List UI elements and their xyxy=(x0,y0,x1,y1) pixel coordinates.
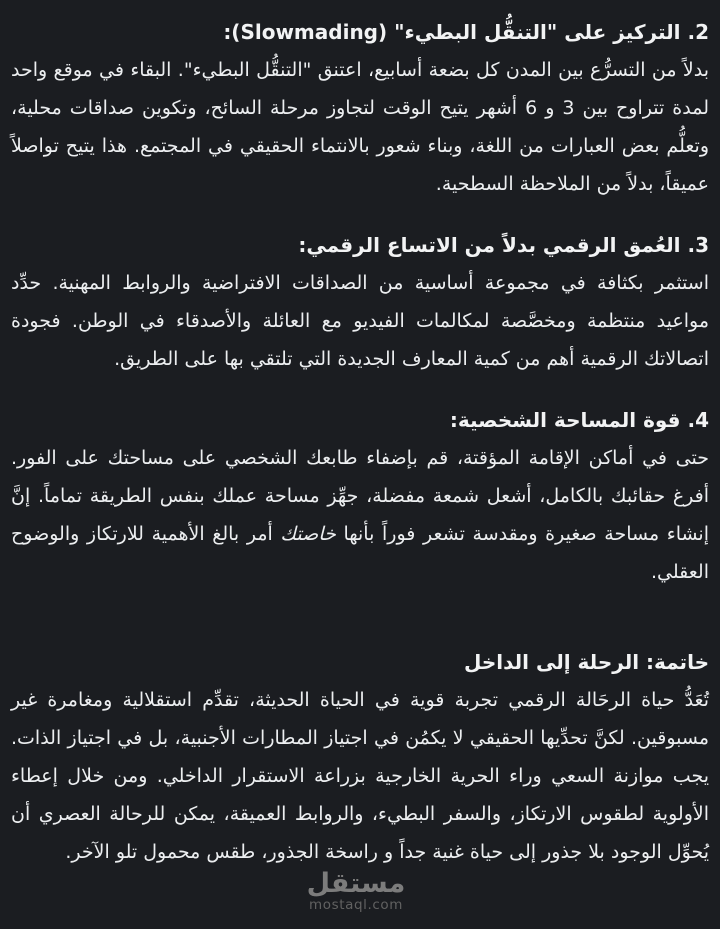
section-digital-depth xyxy=(11,226,709,378)
section-paragraph: تُعَدُّ حياة الرحَالة الرقمي تجربة قوية في الحياة الحديثة، تقدِّم استقلالية ومغامرة غير مسبوقين. لكنَّ تحدِّيها الحقيقي لا يكمُن في اجتياز المطارات الأجنبية، بل في اجتياز الذات. يجب موازنة السعي وراء الحرية الخارجية بزراعة الاستقرار الداخلي. ومن خلال إعطاء الأولوية لطقوس الارتكاز، والسفر البطيء، والروابط العميقة، يمكن للرحالة العصري أن يُحوِّل الوجود بلا جذور إلى حياة غنية جداً و راسخة الجذور، طقس محمول تلو الآخر. xyxy=(11,689,709,863)
paragraph-text-start: حتى في أماكن الإقامة المؤقتة، قم بإضفاء طابعك الشخصي على مساحتك على الفور. أفرغ حقائبك بالكامل، أشعل شمعة مفضلة، جهِّز مساحة عملك بنفس الطريقة تماماً. إنَّ إنشاء مساحة صغيرة ومقدسة تشعر فوراً بأنها xyxy=(11,447,709,545)
section-heading: 3. العُمق الرقمي بدلاً من الاتساع الرقمي: xyxy=(298,233,709,257)
section-conclusion xyxy=(11,643,709,871)
section-personal-space xyxy=(11,401,709,591)
mostaql-url-text: mostaql.com xyxy=(308,897,404,913)
section-heading: 4. قوة المساحة الشخصية: xyxy=(449,408,709,432)
paragraph-italic-word: خاصتك xyxy=(280,523,336,545)
section-paragraph: استثمر بكثافة في مجموعة أساسية من الصداقات الافتراضية والروابط المهنية. حدِّد مواعيد منتظمة ومخصَّصة لمكالمات الفيديو مع العائلة والأصدقاء في الوطن. فجودة اتصالاتك الرقمية أهم من كمية المعارف الجديدة التي تلتقي بها على الطريق. xyxy=(11,272,709,370)
mostaql-logo: مستقل xyxy=(306,868,406,899)
section-heading: 2. التركيز على "التنقُّل البطيء" (Slowmading): xyxy=(223,20,709,44)
section-slowmading xyxy=(11,13,709,203)
section-paragraph: بدلاً من التسرُّع بين المدن كل بضعة أسابيع، اعتنق "التنقُّل البطيء". البقاء في موقع واحد لمدة تتراوح بين 3 و 6 أشهر يتيح الوقت لتجاوز مرحلة السائح، وتكوين صداقات محلية، وتعلُّم بعض العبارات من اللغة، وبناء شعور بالانتماء الحقيقي في المجتمع. هذا يتيح تواصلاً عميقاً، بدلاً من الملاحظة السطحية. xyxy=(11,59,709,195)
section-heading: خاتمة: الرحلة إلى الداخل xyxy=(463,650,709,674)
section-paragraph xyxy=(11,439,709,591)
paragraph-text-end: أمر بالغ الأهمية للارتكاز والوضوح العقلي. xyxy=(11,523,709,583)
